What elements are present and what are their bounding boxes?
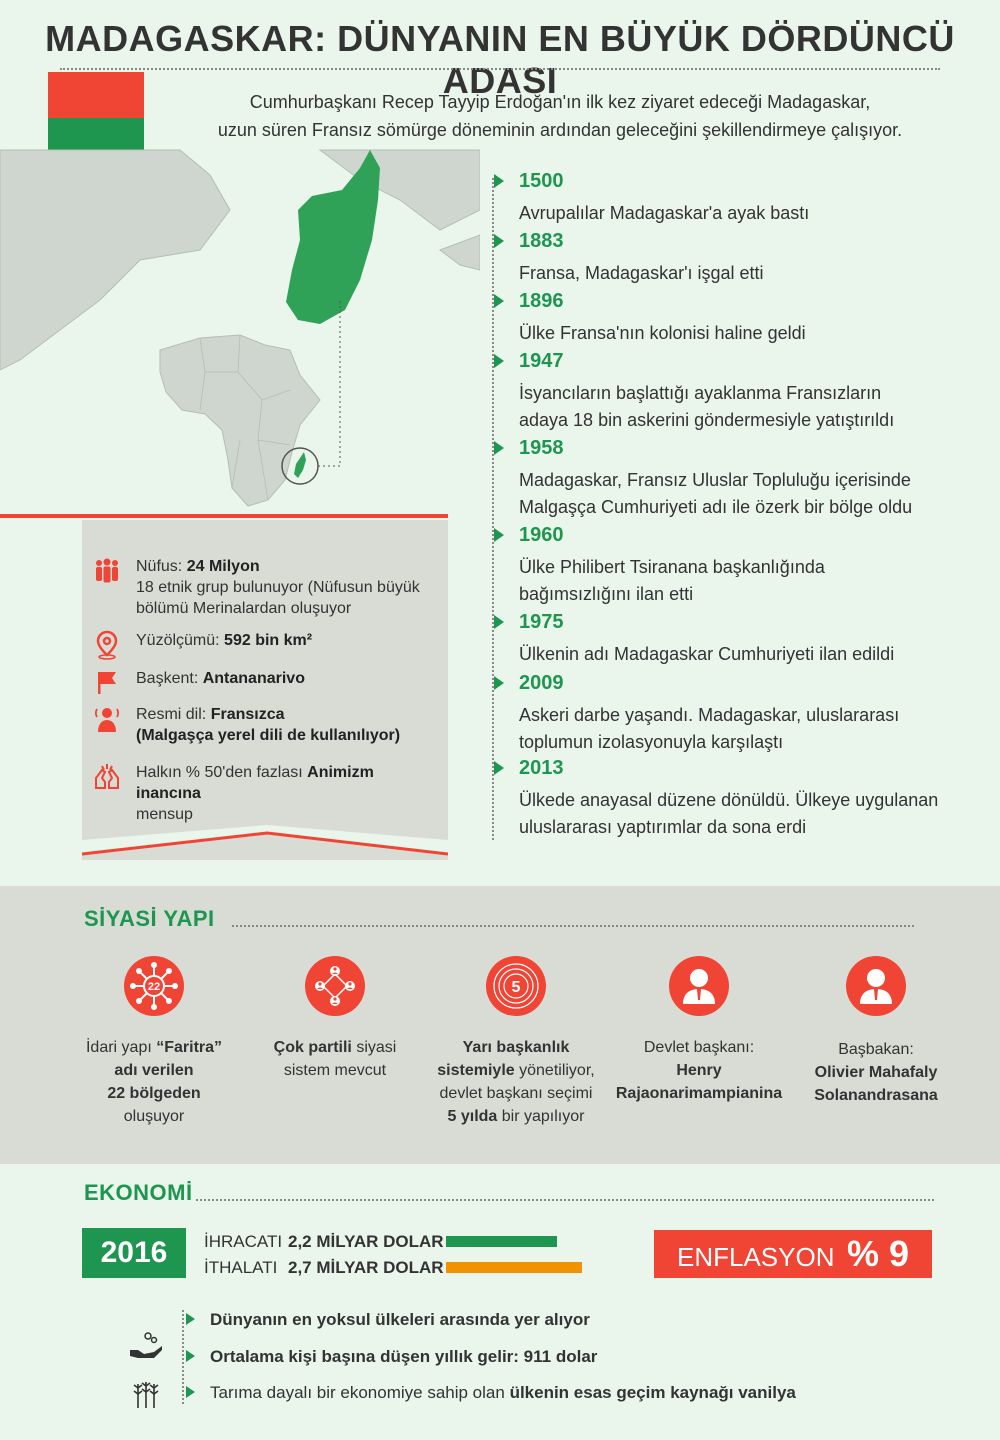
timeline-arrow-icon	[494, 294, 504, 308]
madagascar-island	[286, 150, 380, 324]
africa-map	[0, 140, 480, 520]
page-title: MADAGASKAR: DÜNYANIN EN BÜYÜK DÖRDÜNCÜ ADASI	[45, 18, 955, 101]
prime-minister-item	[786, 956, 966, 1107]
semi-text-2: sistemiyle	[437, 1062, 515, 1079]
timeline-year: 1896	[519, 290, 564, 312]
economy-year-badge: 2016	[82, 1228, 186, 1278]
party-text-1: Çok partili	[273, 1039, 352, 1056]
capital-value: Antananarivo	[202, 670, 305, 687]
political-section-rule	[232, 925, 914, 927]
import-value: 2,7 MİLYAR DOLAR	[288, 1258, 444, 1277]
area-value: 592 bin km²	[224, 632, 313, 649]
bullet-1-text: Dünyanın en yoksul ülkeleri arasında yer alıyor	[210, 1310, 590, 1329]
semi-text-5: 5 yılda	[447, 1108, 498, 1125]
timeline-year: 1947	[519, 350, 564, 372]
timeline-arrow-icon	[494, 354, 504, 368]
population-value: 24 Milyon	[186, 558, 260, 575]
history-timeline	[490, 170, 970, 840]
term-icon-number: 5	[511, 979, 521, 996]
timeline-desc: Ülke Philibert Tsiranana başkanlığında bağımsızlığını ilan etti	[519, 557, 825, 604]
timeline-year: 2013	[519, 757, 564, 779]
person-icon	[846, 956, 906, 1016]
inflation-value: % 9	[846, 1233, 909, 1274]
title-divider	[60, 68, 940, 70]
bullet-3-text	[210, 1383, 796, 1403]
semi-text-3: yönetiliyor,	[519, 1062, 595, 1079]
admin-text-1: İdari yapı	[85, 1039, 152, 1056]
timeline-line	[492, 178, 494, 840]
person-icon	[669, 956, 729, 1016]
population-label: Nüfus:	[136, 558, 183, 575]
speaker-person-icon	[92, 704, 122, 734]
pm-name-1: Olivier Mahafaly	[814, 1064, 938, 1081]
timeline-year: 1975	[519, 611, 564, 633]
timeline-desc: İsyancıların başlattığı ayaklanma Fransızların adaya 18 bin askerini göndermesiyle yatıştırıldı	[519, 383, 895, 430]
pm-name-2: Solanandrasana	[814, 1087, 938, 1104]
timeline-desc: Askeri darbe yaşandı. Madagaskar, uluslararası toplumun izolasyonuyla karşılaştı	[519, 705, 900, 752]
madagascar-locator-shape	[294, 452, 306, 478]
bullet-arrow-icon	[186, 1386, 195, 1398]
people-icon	[92, 556, 122, 586]
timeline-year: 1960	[519, 524, 564, 546]
intro-line-2: uzun süren Fransız sömürge döneminin ardından geleceğini şekillendirmeye çalışıyor.	[217, 120, 903, 140]
hand-coins-icon	[128, 1330, 164, 1362]
party-text-3: sistem mevcut	[283, 1062, 387, 1079]
population-note: 18 etnik grup bulunuyor (Nüfusun büyük bölümü Merinalardan oluşuyor	[136, 579, 420, 617]
multi-party-text	[245, 1036, 425, 1082]
bullet-2-text: Ortalama kişi başına düşen yıllık gelir: 911 dolar	[210, 1347, 598, 1366]
party-text-2: siyasi	[356, 1039, 397, 1056]
timeline-arrow-icon	[494, 174, 504, 188]
info-divider-red	[0, 514, 448, 518]
president-name-2: Rajaonarimampianina	[615, 1085, 783, 1102]
area-label: Yüzölçümü:	[136, 632, 220, 649]
bullet-3-bold: ülkenin esas geçim kaynağı vanilya	[509, 1383, 796, 1402]
praying-hands-icon	[92, 762, 122, 792]
location-pin-icon	[92, 630, 122, 660]
term-cycle-icon	[486, 956, 546, 1016]
flag-icon	[92, 668, 122, 698]
religion-suffix: mensup	[136, 806, 193, 823]
timeline-desc: Ülke Fransa'nın kolonisi haline geldi	[519, 323, 806, 343]
timeline-arrow-icon	[494, 234, 504, 248]
religion-value: Animizm inancına	[136, 764, 374, 802]
regions-icon-number: 22	[147, 981, 161, 993]
prime-minister-text	[786, 1038, 966, 1107]
admin-structure-text	[64, 1036, 244, 1128]
president-name-1: Henry	[676, 1062, 722, 1079]
flag-red-stripe	[48, 72, 144, 118]
semi-presidential-text	[426, 1036, 606, 1128]
intro-text	[160, 88, 960, 144]
president-label: Devlet başkanı:	[643, 1039, 755, 1056]
language-value: Fransızca	[210, 706, 285, 723]
group-network-icon	[305, 956, 365, 1016]
export-value: 2,2 MİLYAR DOLAR	[288, 1232, 444, 1251]
president-text	[609, 1036, 789, 1105]
economy-section-title: EKONOMİ	[84, 1180, 193, 1205]
language-label: Resmi dil:	[136, 706, 207, 723]
import-bar	[446, 1262, 582, 1273]
timeline-arrow-icon	[494, 441, 504, 455]
timeline-year: 1883	[519, 230, 564, 252]
export-label: İHRACATI	[204, 1232, 283, 1251]
bullet-arrow-icon	[186, 1350, 195, 1362]
semi-text-1: Yarı başkanlık	[462, 1039, 570, 1056]
intro-line-1: Cumhurbaşkanı Recep Tayyip Erdoğan'ın ilk kez ziyaret edeceği Madagaskar,	[249, 92, 871, 112]
network-icon	[124, 956, 184, 1016]
wheat-icon	[128, 1378, 164, 1410]
timeline-arrow-icon	[494, 761, 504, 775]
export-bar	[446, 1236, 557, 1247]
timeline-arrow-icon	[494, 676, 504, 690]
africa-continent	[160, 335, 320, 506]
economy-section-rule	[196, 1199, 934, 1201]
timeline-year: 1958	[519, 437, 564, 459]
admin-text-3: adı verilen	[114, 1062, 194, 1079]
admin-text-4: 22 bölgeden	[107, 1085, 201, 1102]
timeline-year: 1500	[519, 170, 564, 192]
semi-text-4: devlet başkanı seçimi	[439, 1085, 593, 1102]
multi-party-item	[245, 956, 425, 1082]
timeline-desc: Madagaskar, Fransız Uluslar Topluluğu içerisinde Malgaşça Cumhuriyeti adı ile özerk bir bölge oldu	[519, 470, 913, 517]
locator-connector	[318, 300, 340, 466]
import-label: İTHALATI	[204, 1258, 278, 1277]
indian-landmass	[440, 235, 480, 270]
religion-prefix: Halkın % 50'den fazlası	[136, 764, 303, 781]
admin-structure-item	[64, 956, 244, 1128]
bullet-3-prefix: Tarıma dayalı bir ekonomiye sahip olan	[210, 1383, 505, 1402]
semi-presidential-item	[426, 956, 606, 1128]
timeline-desc: Ülkede anayasal düzene dönüldü. Ülkeye uygulanan uluslararası yaptırımlar da sona erdi	[519, 790, 939, 837]
timeline-arrow-icon	[494, 528, 504, 542]
arabia-landmass	[0, 150, 230, 370]
timeline-desc: Fransa, Madagaskar'ı işgal etti	[519, 263, 764, 283]
political-section-title: SİYASİ YAPI	[84, 906, 215, 931]
language-note: (Malgaşça yerel dili de kullanılıyor)	[136, 727, 401, 744]
admin-text-2: “Faritra”	[156, 1039, 223, 1056]
semi-text-6: bir yapılıyor	[501, 1108, 585, 1125]
pm-label: Başbakan:	[838, 1041, 914, 1058]
economy-bullet-line	[182, 1310, 184, 1404]
president-item	[609, 956, 789, 1105]
timeline-arrow-icon	[494, 615, 504, 629]
country-facts-panel	[82, 520, 448, 860]
bullet-arrow-icon	[186, 1313, 195, 1325]
admin-text-5: oluşuyor	[123, 1108, 185, 1125]
capital-label: Başkent:	[136, 670, 199, 687]
inflation-label: ENFLASYON	[677, 1242, 835, 1272]
timeline-year: 2009	[519, 672, 564, 694]
inflation-badge	[654, 1230, 932, 1278]
timeline-desc: Avrupalılar Madagaskar'a ayak bastı	[519, 203, 810, 223]
timeline-desc: Ülkenin adı Madagaskar Cumhuriyeti ilan edildi	[519, 644, 895, 664]
